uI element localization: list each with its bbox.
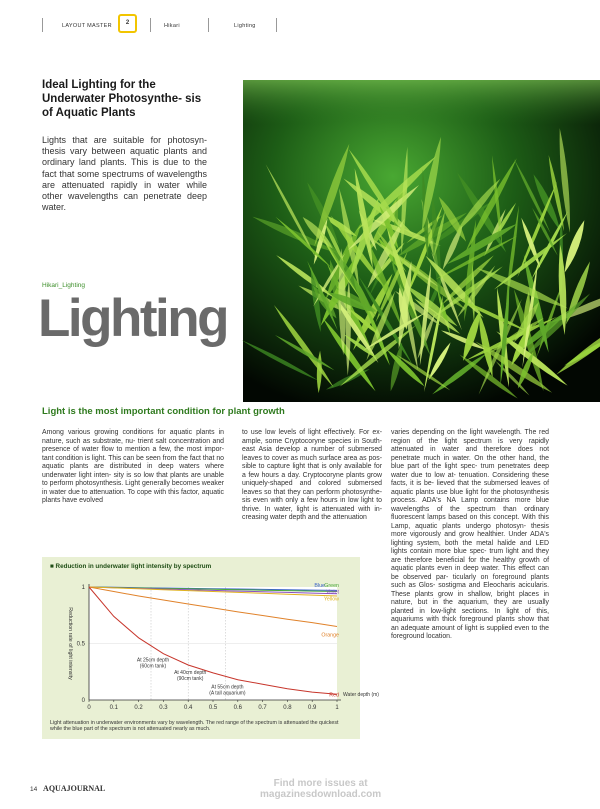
watermark-line: magazinesdownload.com <box>260 789 382 800</box>
chapter-number-badge <box>118 14 137 33</box>
running-header <box>0 14 600 38</box>
series-label-green: Green <box>324 583 339 590</box>
aquarium-plant-illustration <box>243 80 600 402</box>
header-section: LAYOUT MASTER <box>62 23 112 29</box>
header-divider <box>208 18 209 32</box>
series-label-orange: Orange <box>321 632 339 639</box>
page-title: Lighting <box>38 289 227 348</box>
article-intro: Lights that are suitable for photosyn- thesis vary between aquatic plants and ordinary land plants. This is due to the fact that some spectrums of wavelengths are attenuated rapidly in water while other wavelengths can penetrate deep water. <box>42 135 207 213</box>
body-column-1: Among various growing conditions for aquatic plants in nature, such as substrate, nu- trient salt concentration and presence of water flow to mention a few, the most impor- tant condition is light. This can be seen from the fact that no aquatic plants are distributed in deep waters where underwater light inten- sity is so low that plants are unable to perform photosynthesis. Light generally becomes weaker in water due to attenuation. To cope with this factor, aquatic plants have evolved <box>42 429 224 504</box>
body-column-3: varies depending on the light wavelength. The red region of the light spectrum is very rapidly attenuated in water and therefore does not penetrate much in water. On the other hand, the blue part of the light spec- trum penetrates deep water due to low at- tenuation. Considering these facts, it is be- lieved that the submersed leaves of aquatic plants use blue light for the photosynthesis process. ADA's NA Lamp contains more blue wavelengths of the spectrum than ordinary fluorescent lamps based on this concept. With this Lamp, aquatic plants undergo photosyn- thesis more vigorously and grow healthier. Under ADA's lighting system, both the metal halide and LED lights contain more blue spec- trum light and they are therefore beneficial for the healthy growth of aquatic plants even in deep water. This effect can be observed par- ticularly on foreground plants such as Glos- sostigma and Eleocharis acicularis. These plants grow in shallow, bright places in nature, but in the aquarium, they are usually planted in low-light sections. In light of this, aquariums with thick foreground plants show that an adequate amount of light is supplied even to the foreground location. <box>391 429 549 640</box>
x-tick-label: 0.9 <box>308 705 317 711</box>
body-column-2: to use low levels of light effectively. For ex- ample, some Cryptocoryne species in South- east Asia develop a number of submersed leaves to cover as much surface area as pos- sible to capture light that is only available for a few hours a day. Cryptocoryne plants grow uniquely-shaped and colored submersed leaves so that they can perform photosynthe- sis even with only a few hours in low light to thrive. In water, light is attenuated with in- creasing water depth and the attenuation <box>242 429 382 521</box>
chapter-number: 2 <box>125 20 130 26</box>
chart-title: ■ Reduction in underwater light intensity by spectrum <box>50 563 212 570</box>
header-divider <box>276 18 277 32</box>
y-tick-label: 1 <box>81 585 85 591</box>
header-divider <box>42 18 43 32</box>
watermark <box>260 778 381 800</box>
header-divider <box>150 18 151 32</box>
depth-annotation: At 25cm depth <box>136 657 170 664</box>
header-subtopic: Lighting <box>234 23 256 29</box>
spectrum-chart-panel <box>42 557 379 739</box>
depth-annotation: (A tall aquarium) <box>209 690 246 697</box>
watermark-line: Find more issues at <box>273 778 368 789</box>
x-tick-label: 1 <box>335 705 339 711</box>
page-number: 14 <box>30 786 38 793</box>
y-tick-label: 0.5 <box>76 641 85 648</box>
page-footer <box>30 784 105 793</box>
series-label-yellow: Yellow <box>323 596 339 603</box>
x-tick-label: 0.5 <box>208 705 218 711</box>
x-tick-label: 0.2 <box>134 705 143 711</box>
header-topic: Hikari <box>164 23 180 29</box>
article-headline: Ideal Lighting for the Underwater Photosynthe- sis of Aquatic Plants <box>42 79 202 119</box>
x-tick-label: 0.4 <box>184 705 193 711</box>
x-tick-label: 0.7 <box>258 705 267 711</box>
section-heading: Light is the most important condition for plant growth <box>42 406 285 417</box>
spectrum-attenuation-chart <box>42 557 379 717</box>
x-tick-label: 0 <box>87 705 91 711</box>
aquarium-plant-photo <box>243 80 600 402</box>
series-label-blue: Blue <box>314 583 325 590</box>
depth-annotation: (60cm tank) <box>139 663 167 670</box>
depth-annotation: (90cm tank) <box>176 676 204 683</box>
x-tick-label: 0.8 <box>283 705 292 711</box>
depth-annotation: At 40cm depth <box>174 670 207 677</box>
series-label-red: Red <box>329 692 339 699</box>
category-tag: Hikari_Lighting <box>42 282 85 289</box>
y-axis-label: Reduction rate of light intensity <box>67 607 73 680</box>
x-tick-label: 0.3 <box>159 705 168 711</box>
chart-caption: Light attenuation in underwater environments vary by wavelength. The red range of the spectrum is attenuated the quickest while the blue part of the spectrum is not attenuated nearly as much. <box>50 720 339 733</box>
depth-annotation: At 55cm depth <box>211 684 244 691</box>
series-label-violet: Violet <box>325 589 339 596</box>
x-tick-label: 0.1 <box>109 705 118 711</box>
x-tick-label: 0.6 <box>233 705 242 711</box>
y-tick-label: 0 <box>81 698 85 704</box>
x-axis-label: Water depth (m) <box>343 692 379 698</box>
magazine-logo: AQUAJOURNAL <box>43 784 106 793</box>
